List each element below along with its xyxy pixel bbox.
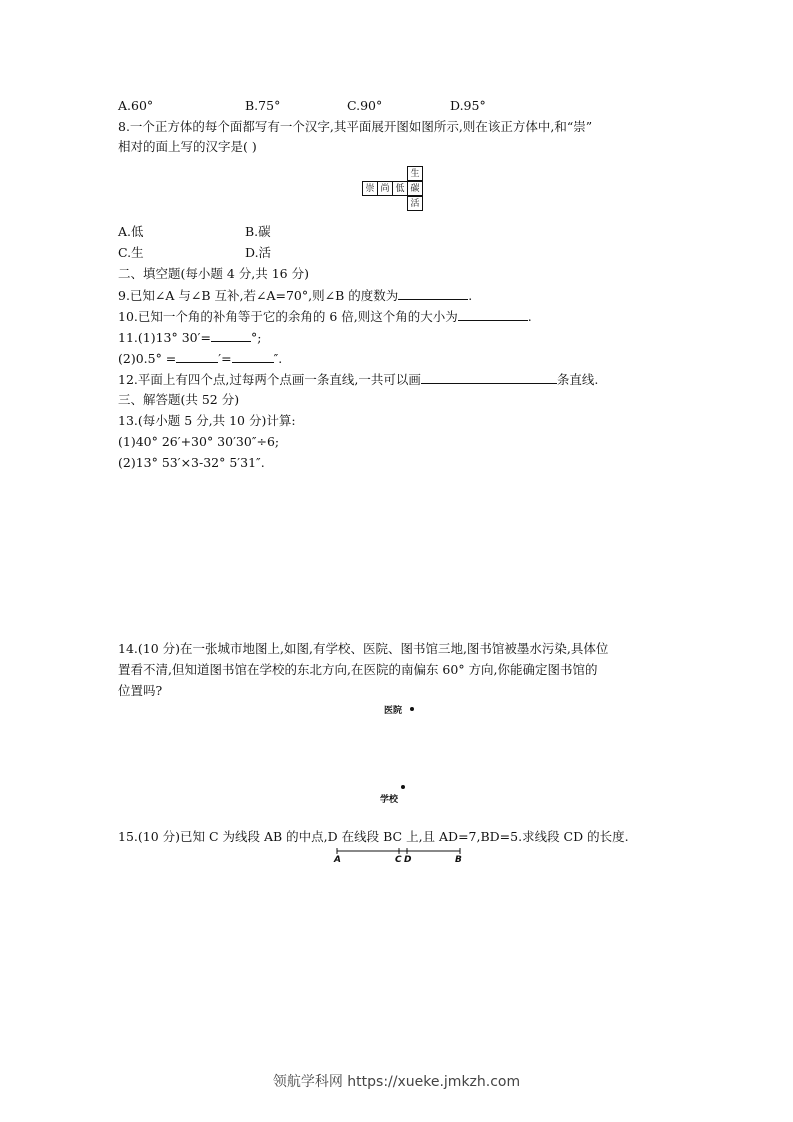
hospital-point: [410, 707, 414, 711]
q7-option-d: D.95°: [450, 98, 486, 113]
q13-part2: (2)13° 53′×3-32° 5′31″.: [118, 455, 265, 470]
q10-text: 10.已知一个角的补角等于它的余角的 6 倍,则这个角的大小为: [118, 309, 458, 324]
point-a-label: A: [334, 855, 341, 865]
net-cell-huo: 活: [407, 196, 423, 211]
q15-stem: 15.(10 分)已知 C 为线段 AB 的中点,D 在线段 BC 上,且 AD=7,BD=5.求线段 CD 的长度.: [118, 829, 629, 844]
point-d-label: D: [404, 855, 412, 865]
q7-option-a: A.60°: [118, 98, 154, 113]
q11-1-answer-blank[interactable]: [211, 328, 251, 342]
school-label: 学校: [380, 795, 399, 805]
q10: [118, 307, 532, 326]
q8-option-d: D.活: [245, 245, 272, 260]
q14-stem-line1: 14.(10 分)在一张城市地图上,如图,有学校、医院、图书馆三地,图书馆被墨水污染,具体位: [118, 641, 609, 656]
net-cell-chong: 崇: [362, 181, 378, 196]
q8-option-c: C.生: [118, 245, 144, 260]
q11-1-unit: °;: [250, 330, 262, 345]
hospital-label: 医院: [384, 706, 403, 716]
q11-2-end: ″.: [273, 351, 283, 366]
q10-answer-blank[interactable]: [458, 307, 528, 321]
q8-option-b: B.碳: [245, 224, 271, 239]
section-solve-heading: 三、解答题(共 52 分): [118, 392, 240, 407]
section-fill-in-heading: 二、填空题(每小题 4 分,共 16 分): [118, 266, 309, 281]
map-figure: [380, 700, 440, 810]
q9-answer-blank[interactable]: [398, 286, 468, 300]
q11-2-mid: ′=: [218, 351, 232, 366]
q8-stem-line1: 8.一个正方体的每个面都写有一个汉字,其平面展开图如图所示,则在该正方体中,和“崇”: [118, 119, 593, 134]
q12-text: 12.平面上有四个点,过每两个点画一条直线,一共可以画: [118, 372, 421, 387]
q8-option-a: A.低: [118, 224, 144, 239]
net-cell-sheng: 生: [407, 166, 423, 181]
q11-1-text: 11.(1)13° 30′=: [118, 330, 211, 345]
q11-2-minutes-blank[interactable]: [176, 349, 218, 363]
q13-part1: (1)40° 26′+30° 30′30″÷6;: [118, 434, 280, 449]
q11-2-text: (2)0.5° =: [118, 351, 177, 366]
school-point: [401, 785, 405, 789]
q12-end: 条直线.: [556, 372, 599, 387]
point-c-label: C: [395, 855, 402, 865]
q12: [118, 370, 598, 389]
q11-part2: [118, 349, 282, 368]
cube-net-figure: [362, 164, 432, 214]
q10-end: .: [527, 309, 532, 324]
q8-stem-line2: 相对的面上写的汉字是( ): [118, 139, 257, 154]
q11-2-seconds-blank[interactable]: [232, 349, 274, 363]
q14-stem-line2: 置看不清,但知道图书馆在学校的东北方向,在医院的南偏东 60° 方向,你能确定图书馆的: [118, 662, 598, 677]
net-cell-tan: 碳: [407, 181, 423, 196]
q7-option-c: C.90°: [347, 98, 383, 113]
q12-answer-blank[interactable]: [421, 370, 557, 384]
net-cell-di: 低: [392, 181, 408, 196]
q14-stem-line3: 位置吗?: [118, 683, 163, 698]
q9-end: .: [468, 288, 473, 303]
q9-text: 9.已知∠A 与∠B 互补,若∠A=70°,则∠B 的度数为: [118, 288, 399, 303]
net-cell-shang: 尚: [377, 181, 393, 196]
point-b-label: B: [455, 855, 462, 865]
q11-part1: [118, 328, 261, 347]
footer-watermark: 领航学科网 https://xueke.jmkzh.com: [272, 1074, 521, 1090]
q9: [118, 286, 472, 305]
q7-option-b: B.75°: [245, 98, 281, 113]
segment-figure: [330, 845, 470, 869]
q13-heading: 13.(每小题 5 分,共 10 分)计算:: [118, 413, 296, 428]
